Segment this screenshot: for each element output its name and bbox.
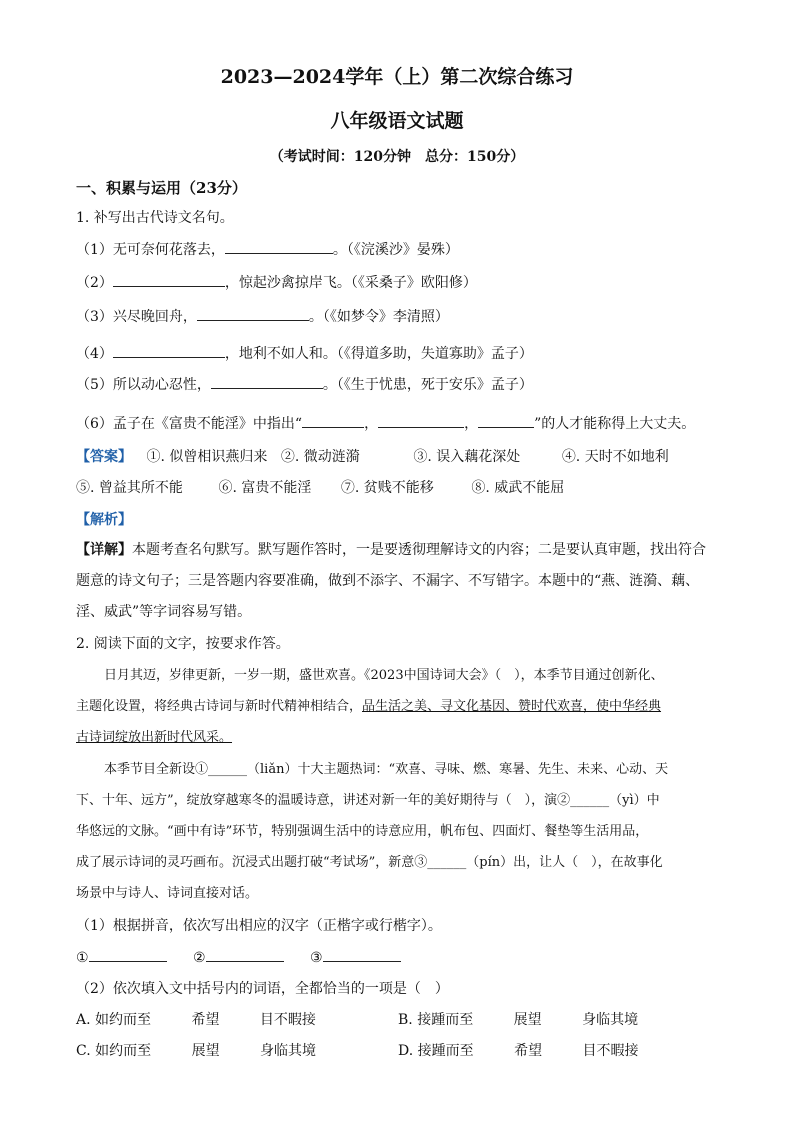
q1-item-2: （2） ，惊起沙禽掠岸飞。（《采桑子》欧阳修） [76,272,477,293]
analysis-label: 【解析】 [76,512,132,528]
answer-blank [211,374,323,389]
answer-row-2 [76,478,564,498]
passage-p2-line1: 本季节目全新设①______（liǎn）十大主题热词：“欢喜、寻味、燃、寒暑、先生、未来、心动、天 [104,762,669,777]
option-d: D. 接踵而至 希望 目不暇接 [398,1043,639,1059]
answer-row-1 [76,447,669,467]
answer-item: ⑥. 富贵不能淫 [218,480,312,496]
q1-item-4: （4） ，地利不如人和。（《得道多助，失道寡助》孟子） [76,343,533,364]
passage-p1-line3: 古诗词绽放出新时代风采。 [76,730,233,745]
answer-blank [323,947,401,962]
sub-question-2: （2）依次填入文中括号内的词语，全都恰当的一项是（ ） [76,981,449,997]
q1-item-5: （5）所以动心忍性， 。（《生于忧患，死于安乐》孟子） [76,374,533,395]
option-b: B. 接踵而至 展望 身临其境 [398,1012,639,1028]
q1-item-3: （3）兴尽晚回舟， 。（《如梦令》李清照） [76,306,449,327]
passage-p1-line2: 主题化设置，将经典古诗词与新时代精神相结合，品生活之美、寻文化基因、赞时代欢喜，使中华经典 [76,699,662,714]
answer-blank [378,413,464,428]
q1-item-6: （6）孟子在《富贵不能淫》中指出“ ， ， ”的人才能称得上大丈夫。 [76,413,695,434]
answer-item: ⑦. 贫贱不能移 [340,480,434,496]
answer-item: ②. 微动涟漪 [280,449,360,465]
detail-line-2: 题意的诗文句子；三是答题内容要准确，做到不添字、不漏字、不写错字。本题中的“燕、涟漪、藕、 [76,573,700,589]
passage-p1-line1: 日月其迈，岁律更新，一岁一期，盛世欢喜。《2023中国诗词大会》（ ），本季节目通过创新化、 [104,668,664,683]
exam-title: 2023—2024学年（上）第二次综合练习 [220,66,574,88]
answer-item: ④. 天时不如地利 [561,449,669,465]
passage-p2-line4: 成了展示诗词的灵巧画布。沉浸式出题打破“考试场”，新意③______（pín）出，让人（ ），在故事化 [76,855,663,870]
answer-blank [113,272,225,287]
section-heading: 一、积累与运用（23分） [76,179,247,197]
answer-blank [89,947,167,962]
answer-blank [113,343,225,358]
detail-line-1: 【详解】本题考查名句默写。默写题作答时，一是要透彻理解诗文的内容；二是要认真审题，找出符合 [76,542,706,558]
answer-blank [225,239,333,254]
answer-item: ⑤. 曾益其所不能 [76,480,183,496]
answer-blank [197,306,309,321]
answer-blank [302,413,364,428]
underlined-sentence: 品生活之美、寻文化基因、赞时代欢喜，使中华经典 [362,699,662,714]
question-1-stem: 1. 补写出古代诗文名句。 [76,210,234,226]
pinyin-blanks: ① ② ③ [76,947,401,968]
sub-question-1: （1）根据拼音，依次写出相应的汉字（正楷字或行楷字）。 [76,918,442,934]
exam-subtitle: 八年级语文试题 [330,110,464,132]
detail-line-3: 淫、威武”等字词容易写错。 [76,604,252,620]
answer-blank [478,413,534,428]
answer-label: 【答案】 [76,449,132,465]
q1-item-1: （1）无可奈何花落去， 。（《浣溪沙》晏殊） [76,239,459,260]
option-c: C. 如约而至 展望 身临其境 [76,1043,317,1059]
passage-p2-line5: 场景中与诗人、诗词直接对话。 [76,886,259,901]
answer-blank [206,947,284,962]
passage-p2-line3: 华悠远的文脉。“画中有诗”环节，特别强调生活中的诗意应用，帆布包、四面灯、餐垫等生活用品， [76,824,649,839]
passage-p2-line2: 下、十年、远方”，绽放穿越寒冬的温暖诗意，讲述对新一年的美好期待与（ ），演②______（yì）中 [76,793,660,808]
answer-item: ⑧. 威武不能屈 [471,480,565,496]
exam-info: （考试时间：120分钟 总分：150分） [269,149,525,165]
option-a: A. 如约而至 希望 目不暇接 [76,1012,316,1028]
detail-label: 【详解】 [76,542,132,558]
question-2-stem: 2. 阅读下面的文字，按要求作答。 [76,636,290,652]
answer-item: ③. 误入藕花深处 [413,449,521,465]
answer-item: ①. 似曾相识燕归来 [146,449,268,465]
